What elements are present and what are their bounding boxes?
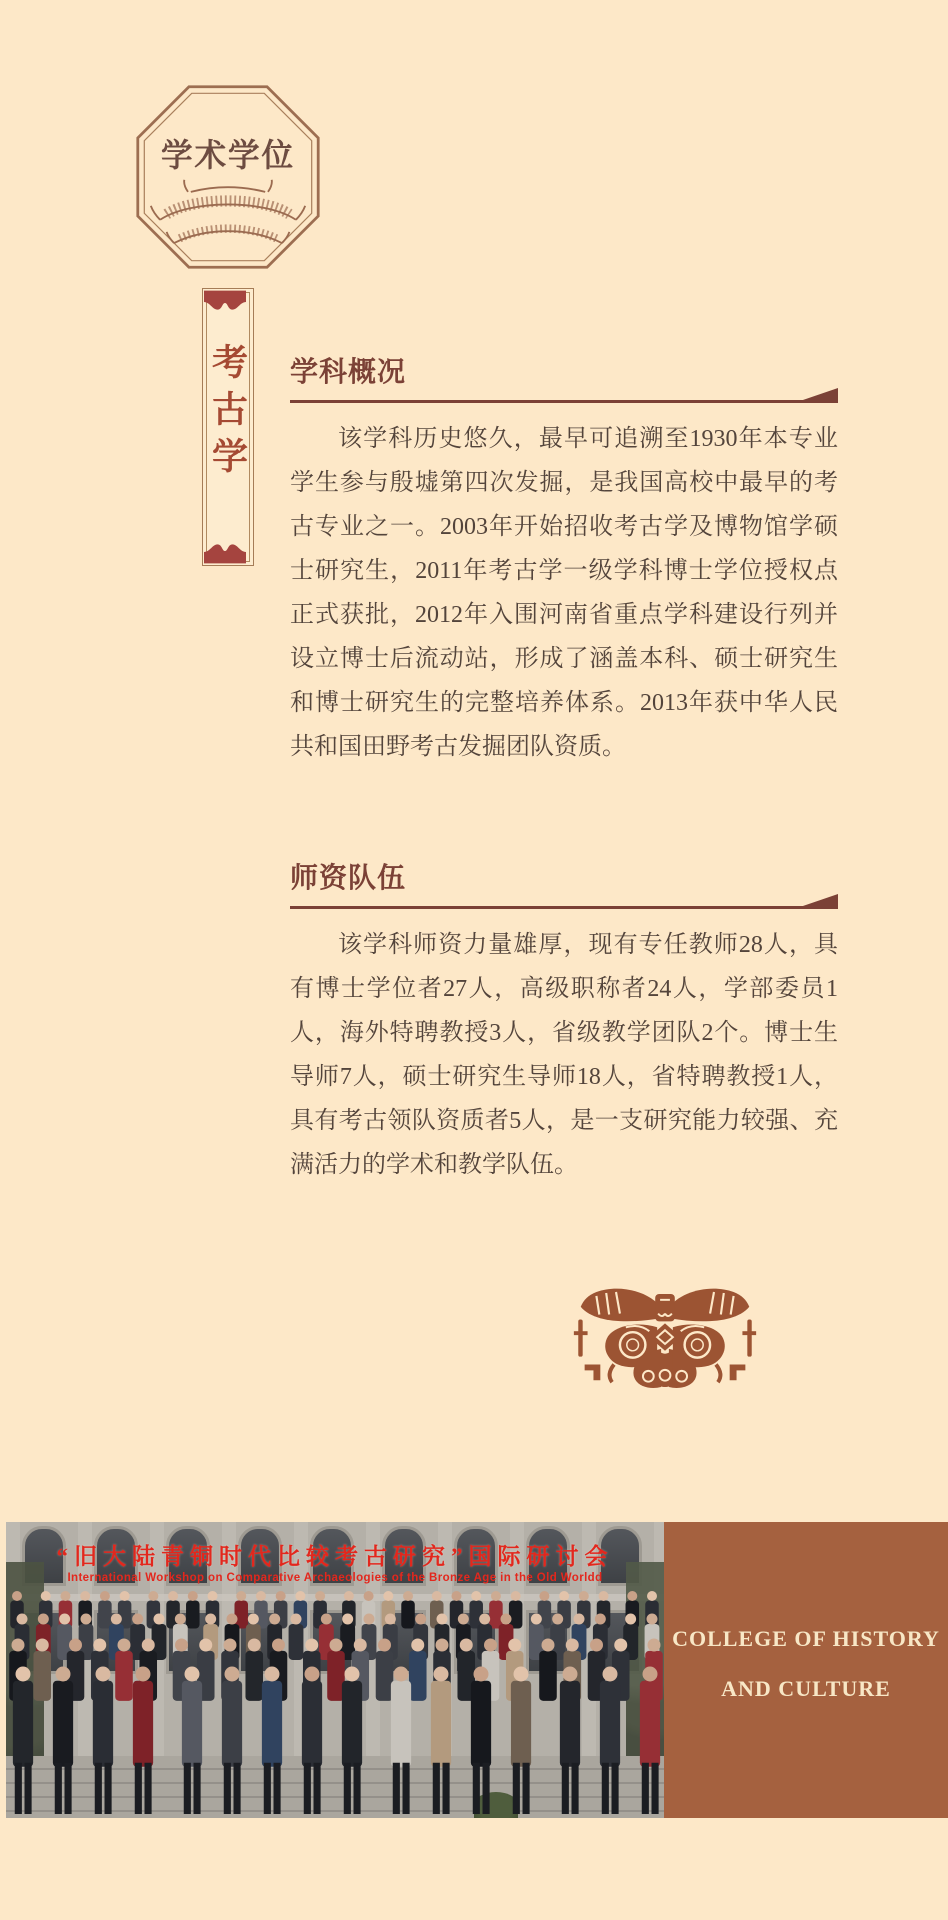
person — [509, 1591, 522, 1629]
rule-arrow-icon — [800, 894, 838, 907]
person — [289, 1614, 304, 1660]
section-heading: 师资队伍 — [290, 862, 407, 893]
section-body: 该学科历史悠久，最早可追溯至1930年本专业学生参与殷墟第四次发掘，是我国高校中最早的考古专业之一。2003年开始招收考古学及博物馆学硕士研究生，2011年考古学一级学科博士学位授权点正式获批，2012年入围河南省重点学科建设行列并设立博士后流动站，形成了涵盖本科、硕士研究生和博士研究生的完整培养体系。2013年获中华人民共和国田野考古发掘团队资质。 — [290, 426, 838, 760]
person — [640, 1667, 660, 1815]
person — [560, 1667, 580, 1815]
person — [262, 1667, 282, 1815]
person — [489, 1591, 503, 1629]
college-name — [664, 1626, 948, 1726]
person — [600, 1667, 620, 1815]
person — [186, 1591, 200, 1629]
octagon-frame — [135, 84, 321, 270]
photo-caption-chinese: “旧大陆青铜时代比较考古研究”国际研讨会 — [56, 1544, 614, 1569]
banner-top-ornament — [204, 290, 246, 316]
person — [182, 1667, 202, 1815]
section-rule — [290, 400, 838, 403]
conference-photo — [6, 1522, 664, 1818]
section-rule — [290, 906, 838, 909]
person — [13, 1667, 33, 1815]
college-name-line2: AND CULTURE — [721, 1676, 891, 1701]
person — [53, 1667, 73, 1815]
college-name-panel — [664, 1522, 948, 1818]
badge-title: 学术学位 — [161, 137, 295, 173]
person — [511, 1667, 531, 1815]
person — [391, 1667, 411, 1815]
section-body: 该学科师资力量雄厚，现有专任教师28人，具有博士学位者27人，高级职称者24人，学部委员1人，海外特聘教授3人，省级教学团队2个。博士生导师7人，硕士研究生导师18人，省特聘教授1人，具有考古领队资质者5人，是一支研究能力较强、充满活力的学术和教学队伍。 — [290, 932, 838, 1178]
person — [401, 1591, 415, 1629]
person — [234, 1591, 248, 1629]
person — [342, 1667, 362, 1815]
person — [431, 1667, 451, 1815]
bronze-taotie-mask-icon — [567, 1282, 763, 1400]
chinese-roof-eaves-icon — [151, 180, 305, 243]
rule-arrow-icon — [800, 388, 838, 401]
person — [93, 1667, 113, 1815]
person — [302, 1667, 322, 1815]
person — [98, 1591, 112, 1629]
person — [222, 1667, 242, 1815]
footer — [0, 1522, 948, 1818]
person — [471, 1667, 491, 1815]
banner-bottom-ornament — [204, 538, 246, 564]
photo-caption-english: International Workshop on Comparative Archaeologies of the Bronze Age in the Old Worldd — [67, 1572, 603, 1584]
banner-title: 考古学 — [207, 343, 248, 484]
section-heading: 学科概况 — [290, 356, 407, 387]
college-name-line1: COLLEGE OF HISTORY — [672, 1626, 940, 1651]
archaeology-banner — [202, 288, 254, 566]
person — [133, 1667, 153, 1815]
academic-degree-badge — [135, 84, 321, 270]
section-faculty-team — [290, 856, 838, 1187]
section-discipline-overview — [290, 350, 838, 769]
